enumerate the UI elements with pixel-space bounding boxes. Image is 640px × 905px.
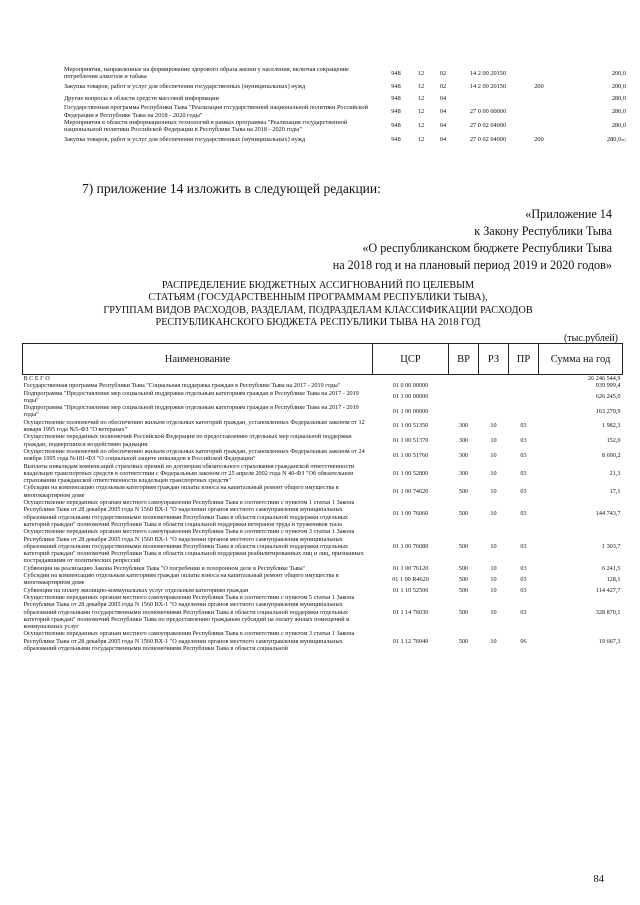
top-cell-sum: 280,0 (611, 108, 626, 115)
cell-csr: 01 1 00 R4620 (392, 575, 429, 583)
top-cell-name: Закупка товаров, работ и услуг для обеспечения государственных (муниципальных) нужд (64, 82, 306, 90)
table-row (23, 390, 623, 405)
cell-rz: 10 (490, 451, 497, 459)
top-cell-rz: 12 (417, 135, 425, 143)
header-rz: РЗ (479, 344, 509, 375)
cell-csr: 01 1 10 52500 (392, 586, 429, 594)
cell-csr: 01 1 00 74620 (392, 488, 429, 496)
top-cell-rz: 12 (417, 82, 425, 90)
title-line-3: ГРУППАМ ВИДОВ РАСХОДОВ, РАЗДЕЛАМ, ПОДРАЗДЕЛАМ КЛАССИФИКАЦИИ РАСХОДОВ (103, 304, 533, 316)
cell-sum: 939 999,4 (595, 382, 621, 390)
top-cell-csr: 27 0 00 00000 (469, 108, 507, 115)
top-cell-sum: 280,0 (611, 94, 626, 102)
cell-name: Субвенции на оплату жилищно-коммунальных услуг отдельным категориям граждан (23, 586, 249, 594)
cell-pr (509, 382, 539, 389)
cell-pr: 03 (520, 469, 527, 477)
cell-rz: 10 (490, 422, 497, 430)
cell-rz (479, 390, 509, 405)
cell-pr (509, 404, 539, 419)
header-csr: ЦСР (373, 344, 449, 375)
cell-sum: 328 870,1 (595, 608, 621, 616)
cell-name: Государственная программа Республики Тыва "Социальная поддержка граждан в Республике Тыва на 2017 - 2019 годы" (23, 382, 341, 390)
cell-rz: 10 (490, 542, 497, 550)
cell-sum: 8 690,2 (601, 451, 621, 459)
cell-vr: 500 (458, 488, 469, 496)
top-cell-rz: 12 (417, 69, 425, 77)
cell-vr: 500 (458, 509, 469, 517)
top-cell-gr: 948 (391, 108, 401, 115)
cell-sum: 1 982,3 (601, 422, 621, 430)
top-cell-sum: 280,0»; (606, 135, 626, 143)
unit-label: (тыс.рублей) (563, 333, 618, 344)
cell-sum: 19 667,3 (598, 637, 621, 645)
table-row (23, 433, 623, 448)
cell-name: Осуществление полномочий по обеспечению жильем отдельных категорий граждан, установленных Федеральным законом от 12 января 1995 года №5-ФЗ "О ветеранах" (23, 418, 365, 434)
cell-csr: 01 1 00 00000 (392, 407, 429, 415)
top-table-row (64, 80, 626, 92)
top-table-row (64, 92, 626, 104)
top-table-row (64, 66, 626, 80)
cell-name: Субсидии на компенсацию отдельным категориям граждан оплаты взноса на капитальный ремонт общего имущества в многоквартирном доме (23, 484, 339, 499)
header-vr: ВР (449, 344, 479, 375)
top-cell-sum: 280,0 (611, 122, 626, 130)
title-line-1: РАСПРЕДЕЛЕНИЕ БЮДЖЕТНЫХ АССИГНОВАНИЙ ПО ЦЕЛЕВЫМ (161, 280, 475, 291)
budget-table (22, 343, 623, 652)
cell-pr (509, 390, 539, 405)
cell-vr: 500 (458, 575, 469, 583)
top-cell-rz: 12 (417, 94, 425, 102)
cell-name: Осуществление переданных органам местного самоуправления Республики Тыва в соответствии с пунктом 3 статьи 1 Закона Республики Тыва от 28 декабря 2005 года N 1560 ВХ-1 "О наделении органов местного самоуправления муниципальных образований отдельными государственными полномочиями Республики Тыва в области социальной (23, 630, 355, 652)
cell-sum: 128,1 (606, 575, 621, 583)
cell-vr: 300 (458, 469, 469, 477)
cell-name: Осуществление полномочий по обеспечению жильем отдельных категорий граждан, установленных Федеральным законом от 24 ноября 1995 года №181-ФЗ "О социальной защите инвалидов в Российской Федерации" (23, 447, 365, 463)
cell-csr: 01 1 00 76060 (392, 509, 429, 517)
cell-vr: 500 (458, 586, 469, 594)
title-line-4: РЕСПУБЛИКАНСКОГО БЮДЖЕТА РЕСПУБЛИКИ ТЫВА НА 2018 ГОД (155, 317, 481, 329)
cell-csr: 01 0 00 00000 (392, 382, 429, 390)
cell-vr (449, 404, 479, 419)
cell-rz: 10 (490, 509, 497, 517)
top-table-row (64, 104, 626, 118)
cell-pr: 03 (520, 608, 527, 616)
cell-rz: 10 (490, 564, 497, 572)
cell-vr: 300 (458, 451, 469, 459)
cell-name: Подпрограмма "Предоставление мер социальной поддержки отдельным категориям граждан в Республике Тыва на 2017 - 2019 годы" (23, 389, 359, 404)
top-cell-pr: 04 (439, 122, 447, 130)
table-row (23, 448, 623, 463)
cell-csr: 01 1 00 00000 (392, 393, 429, 401)
cell-rz: 10 (490, 437, 497, 445)
cell-csr: 01 1 14 76030 (392, 608, 429, 616)
cell-csr: 01 1 00 76080 (392, 542, 429, 550)
top-table-row (64, 119, 626, 133)
cell-rz: 10 (490, 469, 497, 477)
top-cell-vr (522, 92, 556, 104)
cell-name: Субвенция на реализацию Закона Республики Тыва "О погребении и похоронном деле в Республике Тыва" (23, 564, 306, 572)
header-name: Наименование (23, 344, 373, 375)
cell-sum: 21,3 (609, 469, 621, 477)
table-row (23, 404, 623, 419)
cell-name: Осуществление переданных органам местного самоуправления Республики Тыва в соответствии с пунктом 5 статьи 1 Закона Республики Тыва от 28 декабря 2005 года N 1560 ВХ-1 "О наделении органов местного самоуправления муниципальных образований отдельными государственными полномочиями Республики Тыва в области социальной поддержки отдельных категорий граждан" полномочий Республики Тыва по предоставлению гражданам субсидий на оплату жилых помещений и коммунальных услуг (23, 593, 355, 631)
table-row (23, 565, 623, 572)
cell-pr: 06 (520, 637, 527, 645)
top-cell-csr: 14 2 00 20150 (469, 82, 507, 90)
cell-name: Подпрограмма "Предоставление мер социальной поддержки отдельным категориям граждан в Республике Тыва на 2017 - 2019 годы" (23, 404, 359, 419)
cell-csr: 01 1 00 76120 (392, 564, 429, 572)
top-cell-gr: 948 (391, 135, 401, 143)
cell-rz (479, 375, 509, 383)
cell-rz: 10 (490, 586, 497, 594)
cell-vr (449, 390, 479, 405)
top-cell-name: Закупка товаров, работ и услуг для обеспечения государственных (муниципальных) нужд (64, 135, 306, 143)
cell-sum: 26 246 544,9 (588, 375, 621, 382)
top-cell-vr: 200 (534, 82, 544, 90)
cell-vr: 500 (458, 542, 469, 550)
cell-pr: 03 (520, 564, 527, 572)
cell-sum: 163 279,9 (595, 407, 621, 415)
cell-pr: 03 (520, 488, 527, 496)
attachment-line-4: на 2018 год и на плановый период 2019 и 2020 годов» (332, 258, 612, 272)
top-cell-csr (454, 92, 522, 104)
table-row (23, 630, 623, 652)
top-cell-pr: 04 (439, 94, 447, 102)
top-cell-vr: 200 (534, 135, 544, 143)
table-row (23, 528, 623, 564)
attachment-line-2: к Закону Республики Тыва (474, 224, 612, 238)
cell-pr: 03 (520, 437, 527, 445)
document-title (58, 280, 578, 330)
top-cell-csr: 27 0 02 04000 (469, 122, 507, 130)
cell-csr (373, 375, 449, 383)
top-cell-pr: 04 (439, 108, 447, 115)
cell-sum: 152,0 (606, 437, 621, 445)
cell-sum: 1 303,7 (601, 542, 621, 550)
cell-pr (509, 375, 539, 383)
cell-pr: 03 (520, 509, 527, 517)
cell-sum: 6 241,5 (601, 564, 621, 572)
cell-csr: 01 1 12 76040 (392, 637, 429, 645)
cell-vr: 300 (458, 437, 469, 445)
cell-pr: 03 (520, 586, 527, 594)
cell-name: В С Е Г О (23, 375, 50, 382)
cell-name: Осуществление переданных полномочий Российской Федерации по предоставлению отдельных мер социальной поддержки граждан, подвергшихся воздействию радиации (23, 433, 352, 448)
table-row (23, 499, 623, 528)
top-cell-csr: 27 0 02 04000 (469, 135, 507, 143)
top-cell-gr: 948 (391, 82, 401, 90)
cell-name: Осуществление переданных органам местного самоуправления Республики Тыва в соответствии с пунктом 3 статьи 1 Закона Республики Тыва от 28 декабря 2005 года N 1560 ВХ-1 "О наделении органов местного самоуправления муниципальных образований отдельными государственными полномочиями Республики Тыва в области социальной поддержки отдельных категорий граждан" полномочий Республики Тыва в области социальной поддержки реабилитированных лиц и лиц, признанных пострадавшими от политических репрессий (23, 528, 364, 565)
cell-name: Осуществление переданных органам местного самоуправления Республики Тыва в соответствии с пунктом 1 статьи 1 Закона Республики Тыва от 28 декабря 2005 года N 1560 ВХ-1 "О наделении органов местного самоуправления муниципальных образований отдельными государственными полномочиями Республики Тыва в области социальной поддержки отдельных категорий граждан" полномочий Республики Тыва в области социальной поддержки ветеранов труда и тружеников тыла (23, 499, 355, 528)
attachment-line-3: «О республиканском бюджете Республики Тыва (362, 241, 612, 255)
table-row (23, 587, 623, 594)
table-row (23, 463, 623, 485)
cell-name: Выплаты инвалидам компенсаций страховых премий по договорам обязательного страхования гражданской ответственности владельцев транспортных средств в соответствии с Федеральным законом от 25 апреля 2002 года N 40-ФЗ "Об обязательном страховании гражданской ответственности владельцев транспортных средств" (23, 462, 355, 485)
cell-rz: 10 (490, 575, 497, 583)
title-line-2: СТАТЬЯМ (ГОСУДАРСТВЕННЫМ ПРОГРАММАМ РЕСПУБЛИКИ ТЫВА), (148, 292, 488, 304)
top-cell-name: Мероприятия, направленные на формирование здорового образа жизни у населения, включая сокращение потребления алкоголя и табака (64, 66, 349, 81)
top-cell-sum: 200,0 (611, 69, 626, 77)
cell-rz: 10 (490, 637, 497, 645)
top-cell-name: Государственная программа Республики Тыва "Реализация государственной национальной политики Российской Федерации в Республике Тыва на 2018 - 2020 годы" (64, 104, 368, 119)
amendment-text: 7) приложение 14 изложить в следующей редакции: (82, 181, 381, 196)
top-cell-pr: 02 (439, 69, 447, 77)
cell-rz (479, 404, 509, 419)
top-cell-sum: 200,0 (611, 82, 626, 90)
cell-pr: 03 (520, 451, 527, 459)
top-cell-pr: 04 (439, 135, 447, 143)
attachment-header (333, 206, 612, 274)
cell-vr (449, 382, 479, 389)
top-cell-rz: 12 (417, 122, 425, 130)
cell-csr: 01 1 00 51350 (392, 422, 429, 430)
cell-vr (449, 375, 479, 383)
cell-rz: 10 (490, 488, 497, 496)
top-cell-vr (522, 119, 556, 133)
top-cell-name: Другие вопросы в области средств массовой информации (64, 94, 219, 102)
table-row (23, 419, 623, 434)
cell-pr: 03 (520, 575, 527, 583)
cell-sum: 17,1 (609, 488, 621, 496)
cell-rz (479, 382, 509, 389)
header-sum: Сумма на год (539, 344, 623, 375)
top-cell-vr (522, 104, 556, 118)
top-cell-gr: 948 (391, 69, 401, 77)
table-row (23, 594, 623, 630)
header-pr: ПР (509, 344, 539, 375)
top-cell-csr: 14 2 00 20150 (469, 69, 507, 77)
cell-csr: 01 1 00 51370 (392, 437, 429, 445)
table-row (23, 382, 623, 389)
top-cell-gr: 948 (391, 94, 401, 102)
page-number: 84 (593, 874, 604, 885)
cell-vr: 500 (458, 637, 469, 645)
top-cell-rz: 12 (417, 108, 425, 115)
cell-rz: 10 (490, 608, 497, 616)
cell-vr: 500 (458, 608, 469, 616)
top-budget-table (64, 66, 626, 145)
cell-pr: 03 (520, 542, 527, 550)
table-row (23, 484, 623, 499)
cell-vr: 500 (458, 564, 469, 572)
cell-name: Субсидии на компенсацию отдельным категориям граждан оплаты взноса на капитальный ремонт общего имущества в многоквартирном доме (23, 572, 339, 587)
attachment-line-1: «Приложение 14 (525, 207, 612, 221)
cell-csr: 01 1 00 51760 (392, 451, 429, 459)
table-row (23, 572, 623, 587)
top-cell-name: Мероприятия в области информационных технологий в рамках программы "Реализация государственной национальной политики Российской Федерации в Республике Тыва на 2018 - 2020 годы" (64, 118, 348, 134)
cell-sum: 114 427,7 (595, 586, 621, 594)
cell-sum: 626 245,0 (595, 393, 621, 401)
top-cell-gr: 948 (391, 122, 401, 130)
top-table-row (64, 133, 626, 145)
cell-sum: 144 743,7 (595, 509, 621, 517)
top-cell-pr: 02 (439, 82, 447, 90)
top-cell-vr (522, 66, 556, 80)
table-row (23, 375, 623, 383)
cell-pr: 03 (520, 422, 527, 430)
cell-vr: 300 (458, 422, 469, 430)
cell-csr: 01 1 00 52800 (392, 469, 429, 477)
